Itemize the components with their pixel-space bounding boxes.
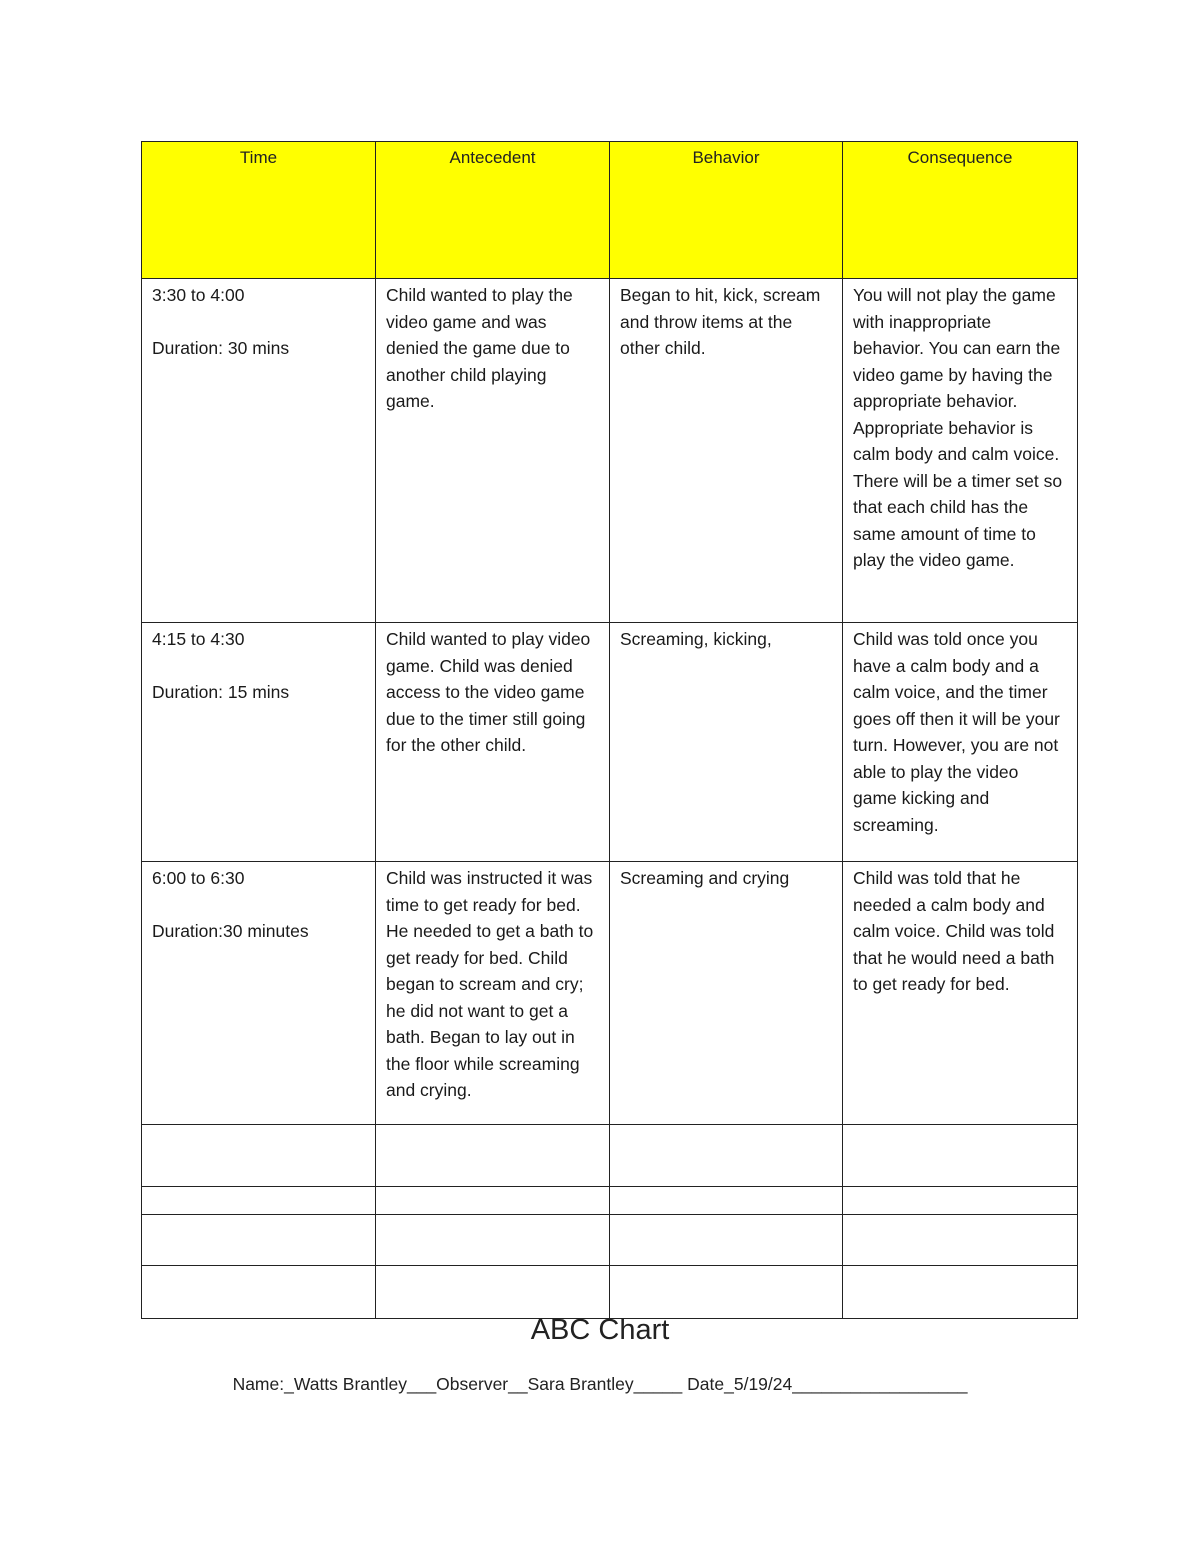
header-behavior: Behavior bbox=[610, 142, 843, 279]
empty-cell bbox=[142, 1125, 376, 1187]
page-title: ABC Chart bbox=[530, 1314, 670, 1346]
table-row bbox=[142, 279, 1078, 623]
behavior-cell bbox=[610, 862, 843, 1125]
empty-row bbox=[142, 1187, 1078, 1215]
antecedent-text: Child wanted to play video game. Child was denied access to the video game due to the timer still going for the other child. bbox=[386, 629, 591, 755]
signature-line: Name:_Watts Brantley___Observer__Sara Brantley_____ Date_5/19/24__________________ bbox=[232, 1374, 968, 1394]
behavior-text: Screaming and crying bbox=[620, 868, 790, 888]
consequence-cell bbox=[843, 623, 1078, 862]
consequence-text: Child was told that he needed a calm body and calm voice. Child was told that he would need a bath to get ready for bed. bbox=[853, 868, 1055, 994]
header-row bbox=[142, 142, 1078, 279]
consequence-cell bbox=[843, 279, 1078, 623]
empty-cell bbox=[843, 1215, 1078, 1266]
empty-cell bbox=[610, 1215, 843, 1266]
empty-cell bbox=[376, 1125, 610, 1187]
behavior-cell bbox=[610, 623, 843, 862]
behavior-text: Screaming, kicking, bbox=[620, 629, 772, 649]
empty-cell bbox=[376, 1215, 610, 1266]
empty-row bbox=[142, 1215, 1078, 1266]
empty-cell bbox=[142, 1266, 376, 1319]
antecedent-cell bbox=[376, 623, 610, 862]
table-row bbox=[142, 623, 1078, 862]
empty-cell bbox=[843, 1187, 1078, 1215]
header-consequence: Consequence bbox=[843, 142, 1078, 279]
duration: Duration:30 minutes bbox=[152, 921, 309, 941]
time-cell bbox=[142, 279, 376, 623]
empty-cell bbox=[376, 1266, 610, 1319]
header-time: Time bbox=[142, 142, 376, 279]
consequence-cell bbox=[843, 862, 1078, 1125]
time-cell bbox=[142, 862, 376, 1125]
behavior-text: Began to hit, kick, scream and throw items at the other child. bbox=[620, 285, 821, 358]
antecedent-cell bbox=[376, 862, 610, 1125]
empty-cell bbox=[843, 1266, 1078, 1319]
empty-cell bbox=[610, 1187, 843, 1215]
antecedent-cell bbox=[376, 279, 610, 623]
header-antecedent: Antecedent bbox=[376, 142, 610, 279]
empty-row bbox=[142, 1266, 1078, 1319]
time-range: 4:15 to 4:30 bbox=[152, 629, 245, 649]
empty-row bbox=[142, 1125, 1078, 1187]
empty-cell bbox=[142, 1187, 376, 1215]
time-cell bbox=[142, 623, 376, 862]
antecedent-text: Child wanted to play the video game and was denied the game due to another child playing game. bbox=[386, 285, 573, 411]
duration: Duration: 30 mins bbox=[152, 338, 290, 358]
behavior-cell bbox=[610, 279, 843, 623]
duration: Duration: 15 mins bbox=[152, 682, 290, 702]
consequence-text: You will not play the game with inappropriate behavior. You can earn the video game by having the appropriate behavior. Appropriate behavior is calm body and calm voice. There will be a timer set so that each child has the same amount of time to play the video game. bbox=[853, 285, 1063, 570]
time-range: 3:30 to 4:00 bbox=[152, 285, 245, 305]
empty-cell bbox=[142, 1215, 376, 1266]
empty-cell bbox=[610, 1266, 843, 1319]
empty-cell bbox=[843, 1125, 1078, 1187]
time-range: 6:00 to 6:30 bbox=[152, 868, 245, 888]
table-row bbox=[142, 862, 1078, 1125]
abc-table bbox=[141, 141, 1078, 1319]
empty-cell bbox=[376, 1187, 610, 1215]
consequence-text: Child was told once you have a calm body and a calm voice, and the timer goes off then it will be your turn. However, you are not able to play the video game kicking and screaming. bbox=[853, 629, 1060, 835]
antecedent-text: Child was instructed it was time to get ready for bed. He needed to get a bath to get ready for bed. Child began to scream and cry; he did not want to get a bath. Began to lay out in the floor while screaming and crying. bbox=[386, 868, 594, 1100]
empty-cell bbox=[610, 1125, 843, 1187]
